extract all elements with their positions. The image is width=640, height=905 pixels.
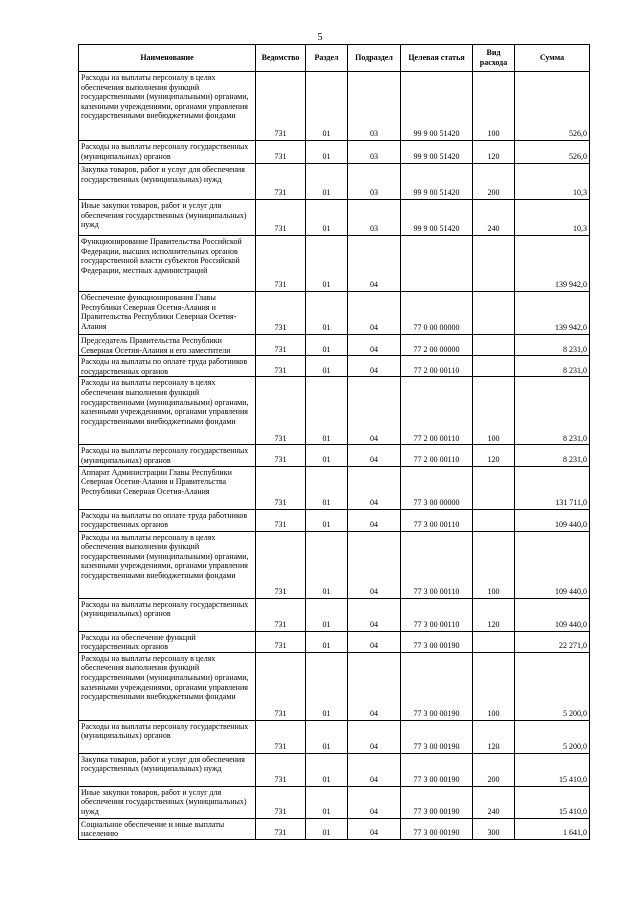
row-razdel: 01 xyxy=(306,356,348,377)
header-vedomstvo: Ведомство xyxy=(256,45,306,72)
row-name: Расходы на выплаты по оплате труда работников государственных органов xyxy=(79,509,256,531)
row-name: Закупка товаров, работ и услуг для обеспечения государственных (муниципальных) нужд xyxy=(79,753,256,786)
row-razdel: 01 xyxy=(306,292,348,335)
row-summa: 526,0 xyxy=(515,141,590,164)
row-vid-raskhoda xyxy=(473,631,515,652)
row-vedomstvo: 731 xyxy=(256,818,306,839)
row-podrazdel: 03 xyxy=(348,164,401,200)
row-podrazdel: 04 xyxy=(348,466,401,509)
row-name: Иные закупки товаров, работ и услуг для обеспечения государственных (муниципальных) нужд xyxy=(79,200,256,236)
row-name: Аппарат Администрации Главы Республики Северная Осетия-Алания и Правительства Республики Северная Осетия-Алания xyxy=(79,466,256,509)
row-summa: 5 200,0 xyxy=(515,652,590,720)
row-podrazdel: 04 xyxy=(348,652,401,720)
row-name: Закупка товаров, работ и услуг для обеспечения государственных (муниципальных) нужд xyxy=(79,164,256,200)
row-vid-raskhoda: 200 xyxy=(473,753,515,786)
row-razdel: 01 xyxy=(306,753,348,786)
header-name: Наименование xyxy=(79,45,256,72)
row-celevaya-statya: 99 9 00 51420 xyxy=(401,72,473,141)
row-vid-raskhoda: 100 xyxy=(473,72,515,141)
table-row xyxy=(79,445,590,466)
table-row xyxy=(79,720,590,753)
row-vid-raskhoda: 240 xyxy=(473,786,515,818)
row-vedomstvo: 731 xyxy=(256,292,306,335)
row-name: Расходы на выплаты персоналу в целях обеспечения выполнения функций государственными (муниципальными) органами, казенными учреждениями, органами управления государственными внебюджетными фондами xyxy=(79,531,256,598)
row-vedomstvo: 731 xyxy=(256,531,306,598)
table-row xyxy=(79,356,590,377)
row-podrazdel: 04 xyxy=(348,445,401,466)
row-summa: 526,0 xyxy=(515,72,590,141)
row-vedomstvo: 731 xyxy=(256,377,306,445)
row-podrazdel: 04 xyxy=(348,598,401,631)
row-vedomstvo: 731 xyxy=(256,720,306,753)
table-row xyxy=(79,200,590,236)
table-header-row xyxy=(79,45,590,72)
row-summa: 10,3 xyxy=(515,164,590,200)
row-celevaya-statya: 77 3 00 00190 xyxy=(401,818,473,839)
row-podrazdel: 04 xyxy=(348,786,401,818)
row-vid-raskhoda: 120 xyxy=(473,598,515,631)
row-name: Председатель Правительства Республики Северная Осетия-Алания и его заместители xyxy=(79,335,256,356)
row-name: Обеспечение функционирования Главы Республики Северная Осетия-Алания и Правительства Республики Северная Осетия-Алания xyxy=(79,292,256,335)
row-podrazdel: 04 xyxy=(348,818,401,839)
row-celevaya-statya: 99 9 00 51420 xyxy=(401,200,473,236)
row-celevaya-statya: 77 3 00 00000 xyxy=(401,466,473,509)
row-vedomstvo: 731 xyxy=(256,164,306,200)
row-vid-raskhoda: 100 xyxy=(473,377,515,445)
row-celevaya-statya: 77 3 00 00190 xyxy=(401,720,473,753)
row-razdel: 01 xyxy=(306,818,348,839)
row-razdel: 01 xyxy=(306,335,348,356)
row-name: Расходы на выплаты персоналу государственных (муниципальных) органов xyxy=(79,141,256,164)
row-razdel: 01 xyxy=(306,652,348,720)
row-podrazdel: 04 xyxy=(348,509,401,531)
row-podrazdel: 04 xyxy=(348,631,401,652)
row-vedomstvo: 731 xyxy=(256,753,306,786)
table-row xyxy=(79,753,590,786)
row-vid-raskhoda: 120 xyxy=(473,720,515,753)
table-row xyxy=(79,509,590,531)
row-vedomstvo: 731 xyxy=(256,356,306,377)
row-podrazdel: 04 xyxy=(348,335,401,356)
row-razdel: 01 xyxy=(306,598,348,631)
row-vedomstvo: 731 xyxy=(256,652,306,720)
row-podrazdel: 03 xyxy=(348,72,401,141)
row-summa: 8 231,0 xyxy=(515,445,590,466)
row-razdel: 01 xyxy=(306,631,348,652)
row-razdel: 01 xyxy=(306,786,348,818)
row-celevaya-statya: 77 3 00 00190 xyxy=(401,652,473,720)
row-vid-raskhoda: 100 xyxy=(473,652,515,720)
row-celevaya-statya: 77 3 00 00190 xyxy=(401,786,473,818)
row-summa: 139 942,0 xyxy=(515,236,590,292)
row-vedomstvo: 731 xyxy=(256,236,306,292)
row-vedomstvo: 731 xyxy=(256,72,306,141)
row-name: Расходы на выплаты по оплате труда работников государственных органов xyxy=(79,356,256,377)
row-name: Расходы на выплаты персоналу в целях обеспечения выполнения функций государственными (муниципальными) органами, казенными учреждениями, органами управления государственными внебюджетными фондами xyxy=(79,72,256,141)
row-summa: 22 271,0 xyxy=(515,631,590,652)
row-summa: 8 231,0 xyxy=(515,335,590,356)
row-celevaya-statya: 77 0 00 00000 xyxy=(401,292,473,335)
row-summa: 109 440,0 xyxy=(515,509,590,531)
row-celevaya-statya: 77 2 00 00110 xyxy=(401,445,473,466)
row-name: Иные закупки товаров, работ и услуг для обеспечения государственных (муниципальных) нужд xyxy=(79,786,256,818)
row-name: Расходы на выплаты персоналу в целях обеспечения выполнения функций государственными (муниципальными) органами, казенными учреждениями, органами управления государственными внебюджетными фондами xyxy=(79,377,256,445)
row-name: Расходы на выплаты персоналу государственных (муниципальных) органов xyxy=(79,720,256,753)
row-razdel: 01 xyxy=(306,720,348,753)
row-podrazdel: 04 xyxy=(348,356,401,377)
table-row xyxy=(79,141,590,164)
table-row xyxy=(79,466,590,509)
row-podrazdel: 04 xyxy=(348,236,401,292)
row-razdel: 01 xyxy=(306,509,348,531)
row-name: Расходы на обеспечение функций государственных органов xyxy=(79,631,256,652)
header-summa: Сумма xyxy=(515,45,590,72)
row-vedomstvo: 731 xyxy=(256,335,306,356)
row-celevaya-statya: 77 3 00 00110 xyxy=(401,509,473,531)
header-celevaya-statya: Целевая статья xyxy=(401,45,473,72)
table-row xyxy=(79,292,590,335)
row-razdel: 01 xyxy=(306,466,348,509)
row-podrazdel: 04 xyxy=(348,531,401,598)
row-podrazdel: 03 xyxy=(348,200,401,236)
row-razdel: 01 xyxy=(306,445,348,466)
row-vedomstvo: 731 xyxy=(256,445,306,466)
row-celevaya-statya: 77 3 00 00190 xyxy=(401,631,473,652)
row-name: Социальное обеспечение и иные выплаты населению xyxy=(79,818,256,839)
table-row xyxy=(79,598,590,631)
row-vedomstvo: 731 xyxy=(256,631,306,652)
table-row xyxy=(79,786,590,818)
row-podrazdel: 04 xyxy=(348,720,401,753)
table-row xyxy=(79,335,590,356)
row-vedomstvo: 731 xyxy=(256,509,306,531)
row-summa: 5 200,0 xyxy=(515,720,590,753)
row-celevaya-statya: 77 3 00 00110 xyxy=(401,598,473,631)
row-vid-raskhoda xyxy=(473,335,515,356)
row-summa: 109 440,0 xyxy=(515,531,590,598)
table-row xyxy=(79,377,590,445)
row-razdel: 01 xyxy=(306,200,348,236)
table-row xyxy=(79,531,590,598)
row-celevaya-statya: 77 2 00 00000 xyxy=(401,335,473,356)
row-name: Расходы на выплаты персоналу в целях обеспечения выполнения функций государственными (муниципальными) органами, казенными учреждениями, органами управления государственными внебюджетными фондами xyxy=(79,652,256,720)
header-vid-raskhoda: Вид расхода xyxy=(473,45,515,72)
row-summa: 109 440,0 xyxy=(515,598,590,631)
row-celevaya-statya xyxy=(401,236,473,292)
row-summa: 10,3 xyxy=(515,200,590,236)
row-razdel: 01 xyxy=(306,72,348,141)
row-vid-raskhoda xyxy=(473,509,515,531)
row-vedomstvo: 731 xyxy=(256,466,306,509)
row-vedomstvo: 731 xyxy=(256,598,306,631)
table-row xyxy=(79,652,590,720)
row-celevaya-statya: 77 3 00 00110 xyxy=(401,531,473,598)
row-celevaya-statya: 77 3 00 00190 xyxy=(401,753,473,786)
row-celevaya-statya: 77 2 00 00110 xyxy=(401,356,473,377)
row-vedomstvo: 731 xyxy=(256,141,306,164)
row-podrazdel: 04 xyxy=(348,377,401,445)
table-row xyxy=(79,164,590,200)
row-vid-raskhoda xyxy=(473,236,515,292)
row-vid-raskhoda xyxy=(473,356,515,377)
row-razdel: 01 xyxy=(306,164,348,200)
row-vid-raskhoda: 100 xyxy=(473,531,515,598)
row-podrazdel: 03 xyxy=(348,141,401,164)
row-summa: 8 231,0 xyxy=(515,356,590,377)
row-name: Функционирование Правительства Российской Федерации, высших исполнительных органов государственной власти субъектов Российской Федерации, местных администраций xyxy=(79,236,256,292)
table-row xyxy=(79,72,590,141)
row-summa: 1 641,0 xyxy=(515,818,590,839)
row-summa: 139 942,0 xyxy=(515,292,590,335)
row-razdel: 01 xyxy=(306,377,348,445)
row-podrazdel: 04 xyxy=(348,292,401,335)
page-number: 5 xyxy=(317,32,323,43)
row-summa: 15 410,0 xyxy=(515,786,590,818)
table-row xyxy=(79,818,590,839)
row-razdel: 01 xyxy=(306,236,348,292)
row-vid-raskhoda xyxy=(473,292,515,335)
row-vedomstvo: 731 xyxy=(256,786,306,818)
row-vid-raskhoda: 240 xyxy=(473,200,515,236)
row-vedomstvo: 731 xyxy=(256,200,306,236)
row-vid-raskhoda xyxy=(473,466,515,509)
row-celevaya-statya: 77 2 00 00110 xyxy=(401,377,473,445)
row-summa: 8 231,0 xyxy=(515,377,590,445)
row-summa: 15 410,0 xyxy=(515,753,590,786)
row-podrazdel: 04 xyxy=(348,753,401,786)
header-razdel: Раздел xyxy=(306,45,348,72)
row-celevaya-statya: 99 9 00 51420 xyxy=(401,141,473,164)
row-razdel: 01 xyxy=(306,141,348,164)
row-summa: 131 711,0 xyxy=(515,466,590,509)
row-celevaya-statya: 99 9 00 51420 xyxy=(401,164,473,200)
header-podrazdel: Подраздел xyxy=(348,45,401,72)
budget-table xyxy=(78,44,590,840)
row-razdel: 01 xyxy=(306,531,348,598)
row-vid-raskhoda: 120 xyxy=(473,445,515,466)
row-name: Расходы на выплаты персоналу государственных (муниципальных) органов xyxy=(79,445,256,466)
row-vid-raskhoda: 120 xyxy=(473,141,515,164)
row-name: Расходы на выплаты персоналу государственных (муниципальных) органов xyxy=(79,598,256,631)
row-vid-raskhoda: 300 xyxy=(473,818,515,839)
row-vid-raskhoda: 200 xyxy=(473,164,515,200)
table-row xyxy=(79,236,590,292)
table-row xyxy=(79,631,590,652)
